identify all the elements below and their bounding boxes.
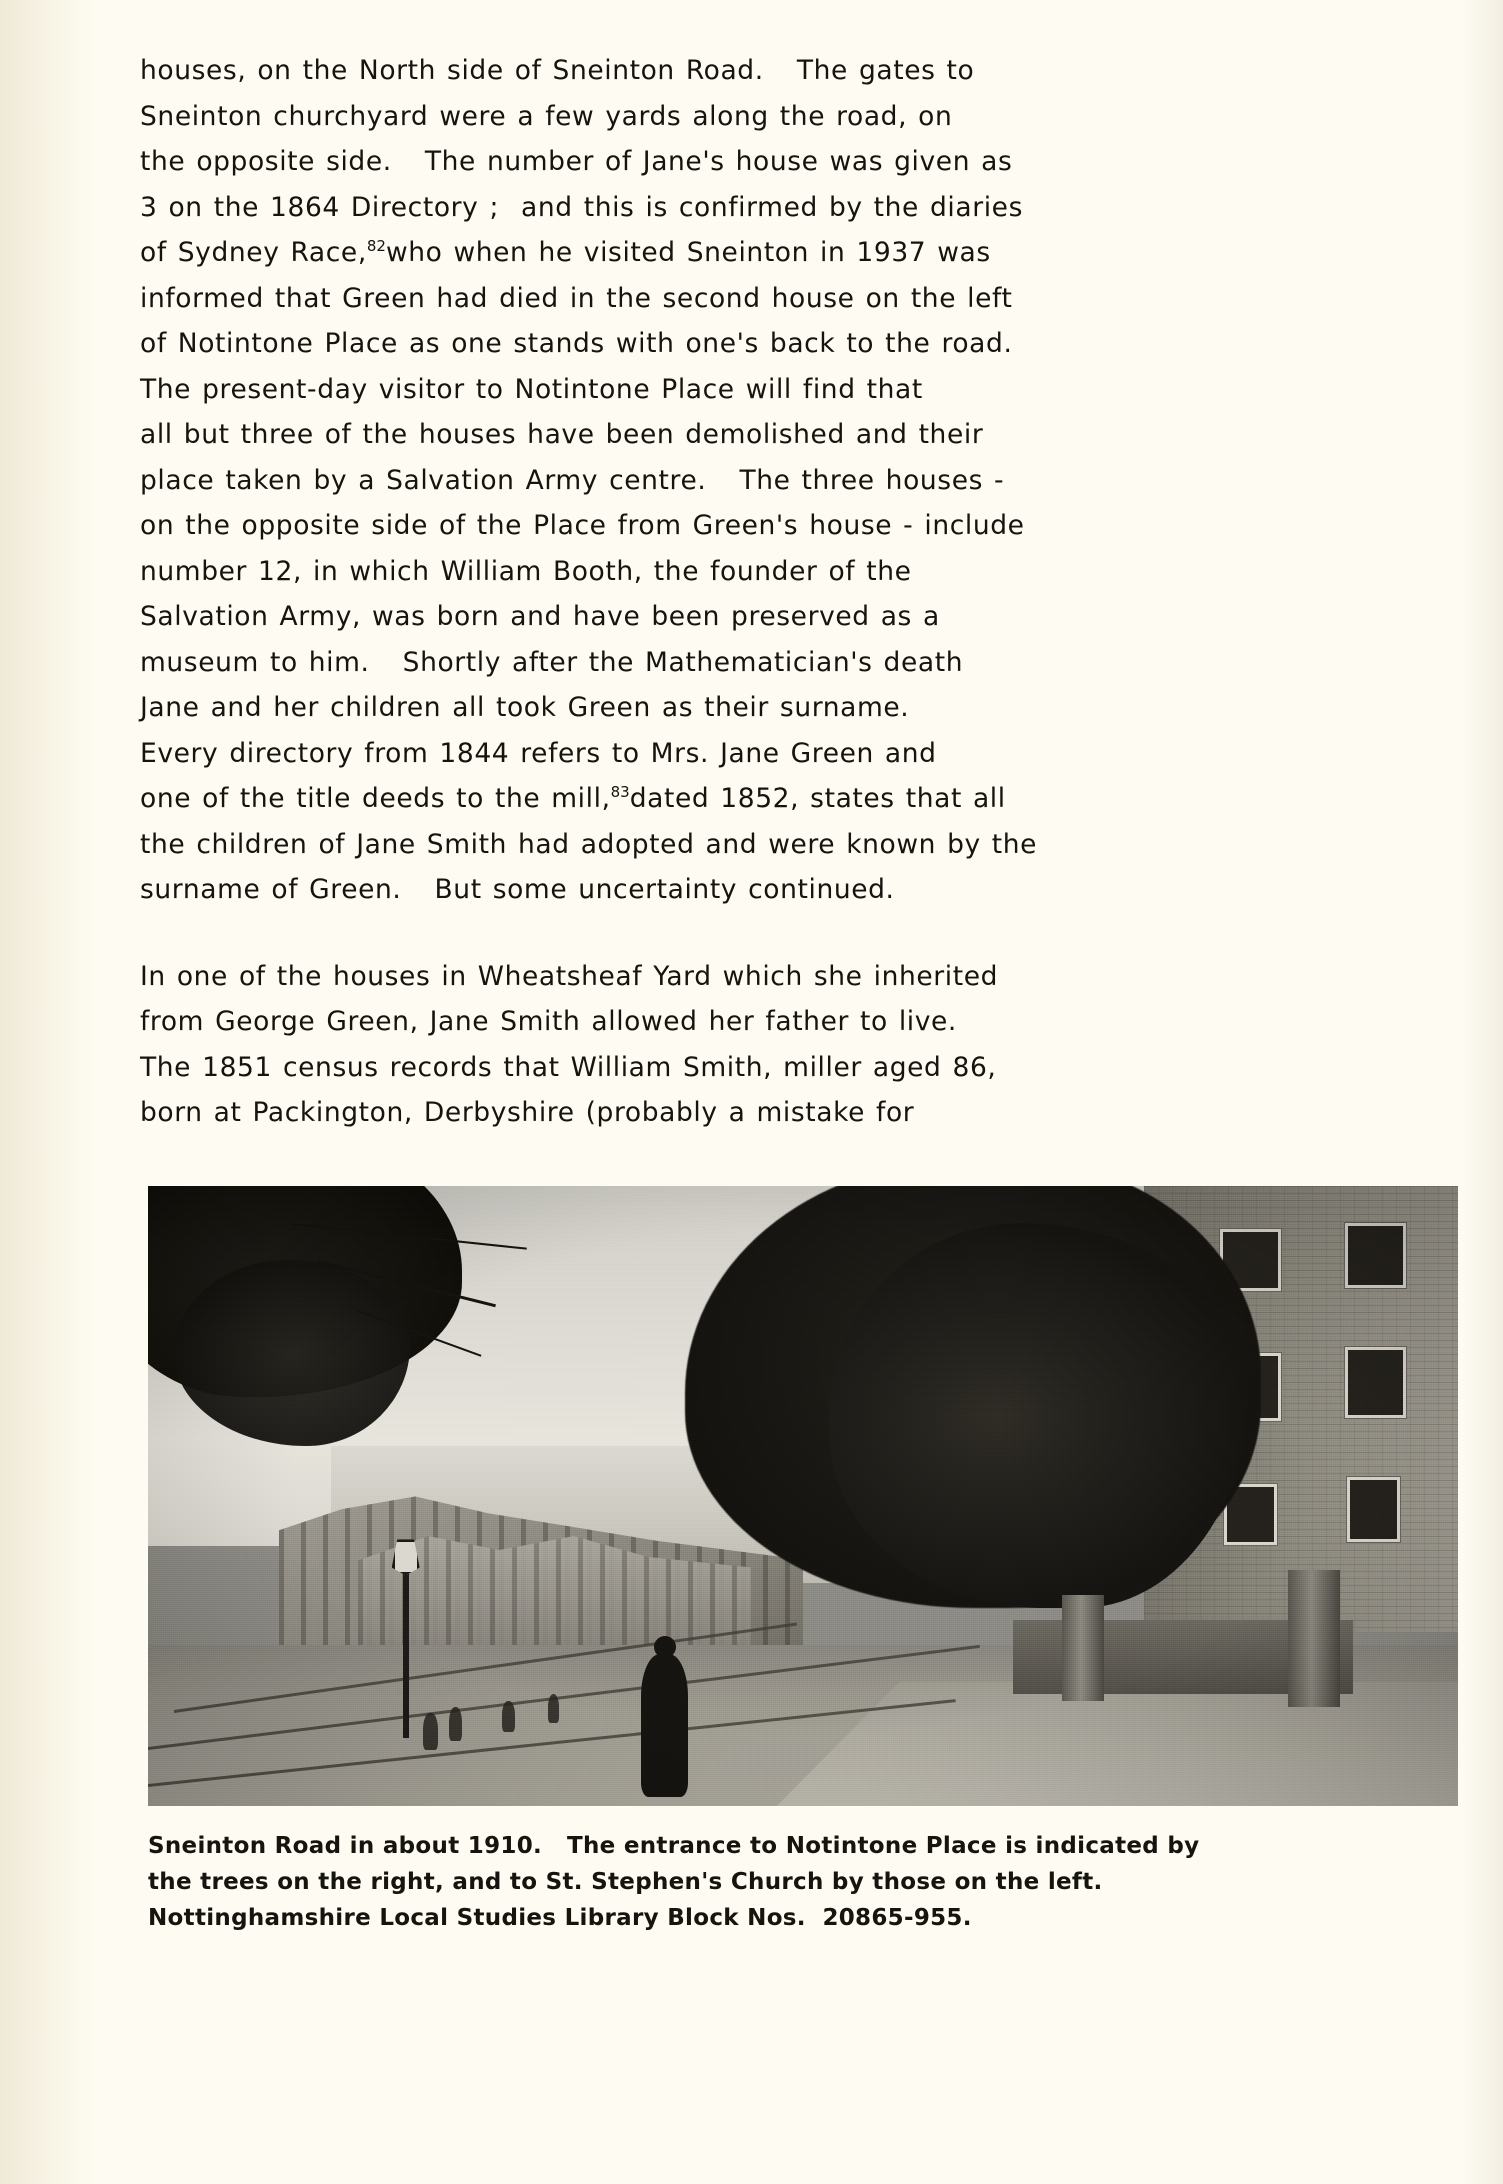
text-line: Salvation Army, was born and have been preserved as a [140, 601, 940, 632]
footnote-marker: 82 [366, 237, 386, 256]
photo-lamp-post [403, 1558, 409, 1738]
text-line: 3 on the 1864 Directory ; and this is confirmed by the diaries [140, 191, 1023, 223]
text-line: houses, on the North side of Sneinton Road. The gates to [140, 55, 975, 86]
caption-line: Sneinton Road in about 1910. The entrance to Notintone Place is indicated by [148, 1833, 1200, 1859]
footnote-marker: 83 [610, 783, 630, 802]
text-line: of Sydney Race,$^{82}$who when he visited Sneinton in 1937 was [140, 237, 991, 268]
photo-distant-figure [548, 1694, 560, 1723]
text-line: from George Green, Jane Smith allowed her father to live. [140, 1006, 957, 1037]
text-line: number 12, in which William Booth, the founder of the [140, 555, 912, 587]
text-line: Jane and her children all took Green as their surname. [140, 692, 910, 723]
caption-line: Nottinghamshire Local Studies Library Block Nos. 20865-955. [148, 1905, 972, 1931]
text-line: Every directory from 1844 refers to Mrs. Jane Green and [140, 737, 937, 769]
text-line: In one of the houses in Wheatsheaf Yard which she inherited [140, 960, 999, 992]
text-line: born at Packington, Derbyshire (probably a mistake for [140, 1097, 915, 1128]
photo-tree-right-canopy-inner [829, 1223, 1248, 1607]
photo-gate-pier [1288, 1570, 1340, 1706]
text-line: the children of Jane Smith had adopted and were known by the [140, 828, 1038, 860]
photo-distant-figure [449, 1707, 462, 1741]
text-line: place taken by a Salvation Army centre. The three houses - [140, 464, 1005, 496]
text-line: on the opposite side of the Place from Green's house - include [140, 510, 1025, 541]
figure-photograph [148, 1186, 1458, 1806]
text-line: informed that Green had died in the second house on the left [140, 282, 1013, 314]
paragraph-1 [140, 48, 1455, 913]
text-line: of Notintone Place as one stands with one's back to the road. [140, 328, 1013, 359]
caption-line: the trees on the right, and to St. Stephen's Church by those on the left. [148, 1869, 1103, 1895]
text-line: surname of Green. But some uncertainty continued. [140, 874, 895, 905]
text-line: Sneinton churchyard were a few yards along the road, on [140, 100, 953, 132]
text-line: The 1851 census records that William Smith, miller aged 86, [140, 1051, 997, 1083]
photo-gate-pier [1062, 1595, 1104, 1700]
photo-sneinton-road-1910 [148, 1186, 1458, 1806]
photo-window [1345, 1223, 1406, 1288]
text-line: museum to him. Shortly after the Mathematician's death [140, 646, 964, 678]
text-line: The present-day visitor to Notintone Place will find that [140, 373, 923, 405]
body-text [140, 48, 1455, 1136]
text-line: all but three of the houses have been demolished and their [140, 419, 984, 450]
figure-caption [148, 1828, 1468, 1936]
text-line: the opposite side. The number of Jane's house was given as [140, 146, 1013, 177]
photo-distant-figure [502, 1701, 515, 1732]
photo-distant-figure [423, 1713, 437, 1750]
paragraph-2 [140, 954, 1455, 1136]
text-line: one of the title deeds to the mill,$^{83}$dated 1852, states that all [140, 783, 1006, 814]
photo-window [1347, 1477, 1400, 1542]
photo-window [1345, 1347, 1406, 1418]
photo-pedestrian [641, 1654, 688, 1797]
